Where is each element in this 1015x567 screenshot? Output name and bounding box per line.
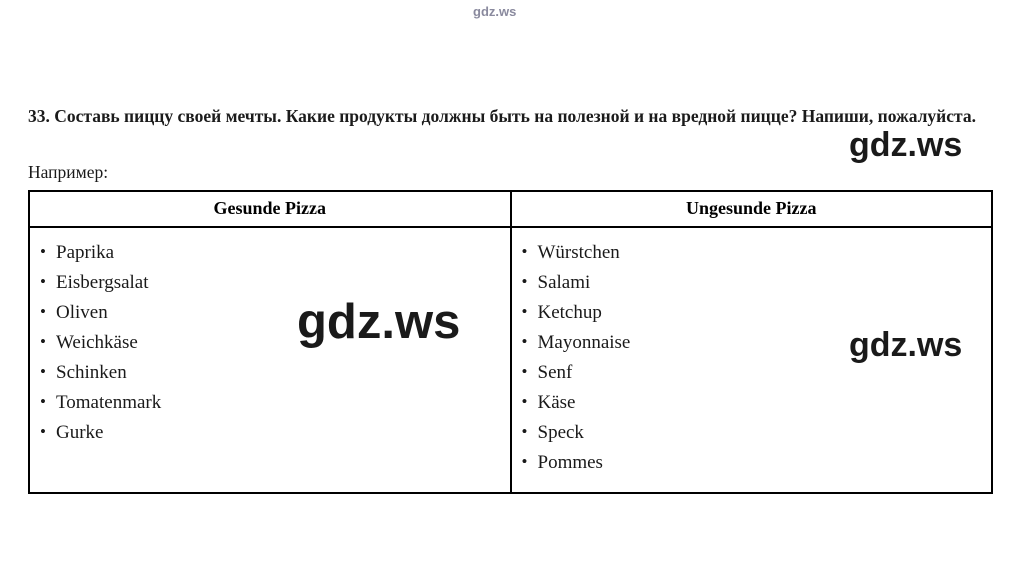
cell-ungesunde-list <box>511 227 993 493</box>
list-item: • Tomatenmark <box>30 388 510 418</box>
pizza-table <box>28 190 993 494</box>
list-item: • Oliven <box>30 298 510 328</box>
list-item: • Mayonnaise <box>512 328 992 358</box>
task-text: Составь пиццу своей мечты. Какие продукты должны быть на полезной и на вредной пицце? Напиши, пожалуйста. <box>54 106 976 126</box>
watermark-right-lower: gdz.ws <box>849 326 963 364</box>
list-item: • Weichkäse <box>30 328 510 358</box>
column-header-ungesunde: Ungesunde Pizza <box>511 191 993 227</box>
watermark-center: gdz.ws <box>297 295 461 349</box>
ungesunde-item-list <box>512 238 992 478</box>
list-item: • Senf <box>512 358 992 388</box>
list-item: • Paprika <box>30 238 510 268</box>
list-item: • Schinken <box>30 358 510 388</box>
table-header-row <box>29 191 992 227</box>
watermark-right-upper: gdz.ws <box>849 126 963 164</box>
list-item: • Salami <box>512 268 992 298</box>
list-item: • Eisbergsalat <box>30 268 510 298</box>
task-number: 33. <box>28 106 50 126</box>
example-label: Например: <box>28 162 109 182</box>
column-header-gesunde: Gesunde Pizza <box>29 191 511 227</box>
list-item: • Würstchen <box>512 238 992 268</box>
task-heading <box>28 104 993 128</box>
list-item: • Ketchup <box>512 298 992 328</box>
list-item: • Käse <box>512 388 992 418</box>
table-row <box>29 227 992 493</box>
list-item: • Speck <box>512 418 992 448</box>
list-item: • Pommes <box>512 448 992 478</box>
watermark-top: gdz.ws <box>473 4 517 19</box>
cell-gesunde-list <box>29 227 511 493</box>
list-item: • Gurke <box>30 418 510 448</box>
gesunde-item-list <box>30 238 510 448</box>
